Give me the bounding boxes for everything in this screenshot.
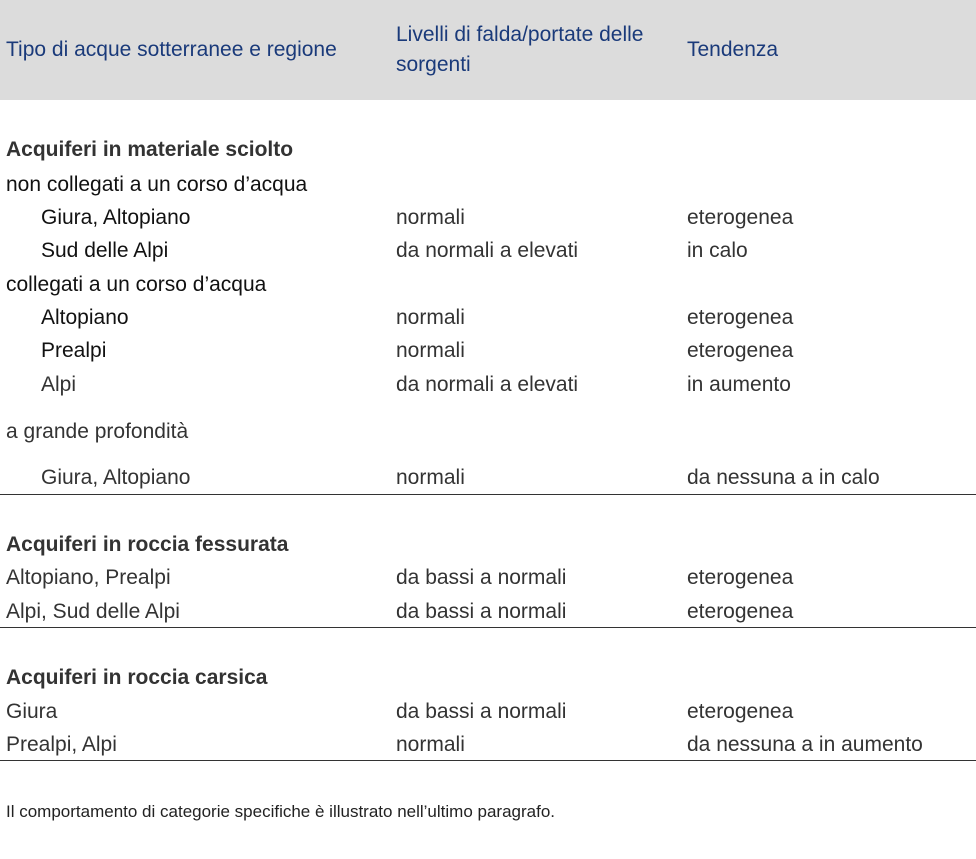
level-cell: normali xyxy=(396,306,465,329)
subgroup-row xyxy=(0,270,976,300)
trend-cell: eterogenea xyxy=(687,306,794,329)
trend-cell: eterogenea xyxy=(687,566,794,589)
trend-cell: eterogenea xyxy=(687,700,794,723)
level-cell: da bassi a normali xyxy=(396,600,567,623)
table-row xyxy=(0,697,976,727)
region-cell: Giura xyxy=(6,700,58,723)
table-row xyxy=(0,563,976,593)
subgroup-label: collegati a un corso d’acqua xyxy=(6,273,267,296)
trend-cell: eterogenea xyxy=(687,206,794,229)
footnote: Il comportamento di categorie specifiche è illustrato nell’ultimo paragrafo. xyxy=(6,802,555,821)
region-cell: Giura, Altopiano xyxy=(41,206,191,229)
trend-cell: eterogenea xyxy=(687,600,794,623)
section-title-row xyxy=(0,135,976,165)
table-row xyxy=(0,597,976,627)
region-cell: Sud delle Alpi xyxy=(41,239,169,262)
level-cell: normali xyxy=(396,466,465,489)
region-cell: Altopiano, Prealpi xyxy=(6,566,171,589)
region-cell: Alpi xyxy=(41,373,77,396)
region-cell: Prealpi, Alpi xyxy=(6,733,117,756)
subgroup-row xyxy=(0,417,976,447)
level-cell: normali xyxy=(396,733,465,756)
section-title-row xyxy=(0,530,976,560)
subgroup-label: non collegati a un corso d’acqua xyxy=(6,173,308,196)
level-cell: da normali a elevati xyxy=(396,373,579,396)
header-col-levels: Livelli di falda/portate delle sorgenti xyxy=(396,23,644,76)
section-title: Acquiferi in materiale sciolto xyxy=(6,138,294,161)
section-divider xyxy=(0,494,976,495)
table-row xyxy=(0,336,976,366)
level-cell: da normali a elevati xyxy=(396,239,579,262)
section-title: Acquiferi in roccia carsica xyxy=(6,666,268,689)
section-divider xyxy=(0,627,976,628)
table-row xyxy=(0,463,976,493)
table-row xyxy=(0,236,976,266)
region-cell: Alpi, Sud delle Alpi xyxy=(6,600,180,623)
region-cell: Altopiano xyxy=(41,306,129,329)
table-row xyxy=(0,730,976,760)
region-cell: Prealpi xyxy=(41,339,107,362)
section-title-row xyxy=(0,663,976,693)
subgroup-label: a grande profondità xyxy=(6,420,189,443)
level-cell: da bassi a normali xyxy=(396,700,567,723)
subgroup-row xyxy=(0,170,976,200)
level-cell: normali xyxy=(396,206,465,229)
table-row xyxy=(0,303,976,333)
level-cell: da bassi a normali xyxy=(396,566,567,589)
trend-cell: in calo xyxy=(687,239,748,262)
table-header xyxy=(0,0,976,100)
table-row xyxy=(0,370,976,400)
trend-cell: eterogenea xyxy=(687,339,794,362)
trend-cell: da nessuna a in calo xyxy=(687,466,880,489)
level-cell: normali xyxy=(396,339,465,362)
section-title: Acquiferi in roccia fessurata xyxy=(6,533,289,556)
region-cell: Giura, Altopiano xyxy=(41,466,191,489)
table-row xyxy=(0,203,976,233)
header-col-region: Tipo di acque sotterranee e regione xyxy=(6,38,337,61)
trend-cell: da nessuna a in aumento xyxy=(687,733,923,756)
section-divider xyxy=(0,760,976,761)
trend-cell: in aumento xyxy=(687,373,791,396)
header-col-trend: Tendenza xyxy=(687,38,779,61)
